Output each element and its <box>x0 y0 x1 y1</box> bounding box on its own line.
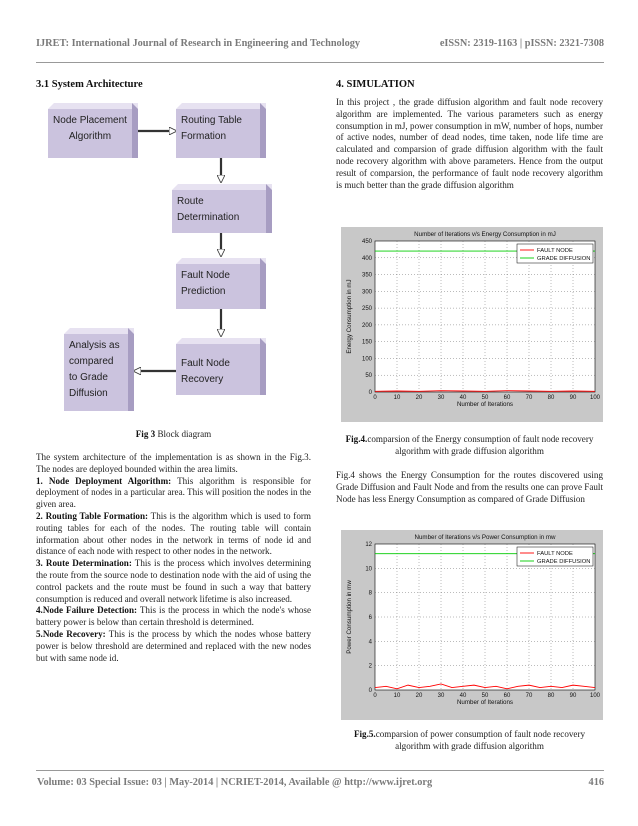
y-tick-label: 12 <box>365 542 372 548</box>
y-tick-label: 450 <box>361 239 372 245</box>
x-tick-label: 90 <box>569 693 577 699</box>
fig5-caption-text: comparsion of power consumption of fault node recovery algorithm with grade diffusion algorithm <box>375 729 586 751</box>
x-tick-label: 30 <box>437 395 445 401</box>
item-node-failure-detection <box>36 605 311 629</box>
section-title-simulation: 4. SIMULATION <box>336 79 415 90</box>
fig5-caption <box>336 729 603 753</box>
y-tick-label: 6 <box>368 615 372 621</box>
box-analysis-label: Analysis as compared to Grade Diffusion <box>64 334 128 411</box>
box-fault-recovery <box>176 338 266 395</box>
legend-label: FAULT NODE <box>537 248 573 254</box>
y-tick-label: 250 <box>361 306 372 313</box>
x-tick-label: 40 <box>459 693 467 699</box>
x-tick-label: 10 <box>393 395 401 401</box>
y-tick-label: 200 <box>361 322 372 329</box>
x-tick-label: 80 <box>547 395 555 401</box>
item-title: 5.Node Recovery: <box>36 628 106 639</box>
item-title: 3. Route Determination: <box>36 558 132 569</box>
y-tick-label: 350 <box>361 272 372 279</box>
y-tick-label: 10 <box>365 566 372 573</box>
x-tick-label: 20 <box>415 693 423 699</box>
y-tick-label: 400 <box>361 255 372 262</box>
chart-title: Number of Iterations v/s Power Consumption in mw <box>414 534 556 541</box>
simulation-paragraph: In this project , the grade diffusion algorithm and fault node recovery algorithm are implemented. The various parameters such as energy consumption in mJ, power consumption in mW, number of hops, number of active nodes, number of dead nodes, time taken, node life time are calculated and comparsion of grade diffusion algorithm with the fault node recovery algorithm with above parameters. Hence from the output result of comparsion, the performance of fault node recovery algorithm is much better than the grade diffusion algorithm <box>336 97 603 190</box>
fig5-caption-label: Fig.5. <box>353 729 376 739</box>
legend-label: FAULT NODE <box>537 551 573 557</box>
item-text: This algorithm is responsible for deployment of nodes in a particular area. This will position the nodes in the given area. <box>36 475 311 510</box>
y-tick-label: 100 <box>361 356 372 363</box>
x-tick-label: 90 <box>569 395 577 401</box>
y-tick-label: 8 <box>368 590 372 597</box>
item-title: 1. Node Deployment Algorithm: <box>36 475 172 486</box>
box-route-determination <box>172 184 272 233</box>
y-tick-label: 0 <box>368 390 372 396</box>
box-fault-prediction-label: Fault Node Prediction <box>176 264 260 309</box>
x-tick-label: 10 <box>393 693 401 699</box>
y-tick-label: 0 <box>368 688 372 694</box>
x-tick-label: 40 <box>459 395 467 401</box>
fig3-caption-text: Block diagram <box>155 429 212 439</box>
y-axis-label: Energy Consumption in mJ <box>346 279 353 354</box>
fig3-caption <box>36 429 311 441</box>
x-tick-label: 0 <box>373 395 377 401</box>
box-fault-prediction <box>176 258 266 309</box>
y-tick-label: 4 <box>368 639 372 646</box>
x-tick-label: 70 <box>525 395 533 401</box>
x-tick-label: 100 <box>589 395 601 401</box>
x-tick-label: 20 <box>415 395 423 401</box>
item-node-recovery <box>36 629 311 664</box>
chart-title: Number of Iterations v/s Energy Consumption in mJ <box>414 231 556 238</box>
item-route-determination <box>36 558 311 605</box>
journal-title: IJRET: International Journal of Research in Engineering and Technology <box>36 38 361 49</box>
x-tick-label: 100 <box>589 693 601 699</box>
box-routing-table-label: Routing Table Formation <box>176 109 260 158</box>
x-tick-label: 0 <box>373 693 377 699</box>
x-tick-label: 60 <box>503 395 511 401</box>
architecture-intro: The system architecture of the implementation is as shown in the Fig.3. The nodes are deployed bounded within the area limits. <box>36 452 311 474</box>
y-tick-label: 300 <box>361 289 372 296</box>
power-consumption-chart <box>341 530 603 720</box>
x-axis-label: Number of Iterations <box>456 699 514 706</box>
energy-consumption-chart <box>341 227 603 422</box>
legend-label: GRADE DIFFUSION <box>537 256 591 262</box>
item-text: This is the algorithm which is used to form routing tables for each of the nodes. The routing table will contain information about other nodes in the network in terms of node id and distance of each node with respect to other nodes in the network. <box>36 510 311 557</box>
x-tick-label: 70 <box>525 693 533 699</box>
box-route-determination-label: Route Determination <box>172 190 266 233</box>
legend-label: GRADE DIFFUSION <box>537 559 591 565</box>
x-tick-label: 30 <box>437 693 445 699</box>
box-analysis <box>64 328 134 411</box>
x-tick-label: 50 <box>481 395 489 401</box>
item-title: 2. Routing Table Formation: <box>36 510 149 521</box>
section-title-system-architecture: 3.1 System Architecture <box>36 79 143 90</box>
y-tick-label: 2 <box>368 663 372 670</box>
left-body-text <box>36 452 311 664</box>
item-text: This is the process which involves determining the route from the source node to destination node with the aid of using the control packets and the route must be found in such a way that battery consumption is reduced and overall network lifetime is also increased. <box>36 558 311 604</box>
box-routing-table <box>176 103 266 158</box>
fig4-caption <box>336 434 603 458</box>
box-fault-recovery-label: Fault Node Recovery <box>176 344 260 395</box>
footer-volume: Volume: 03 Special Issue: 03 | May-2014 | NCRIET-2014, Available @ http://www.ijret.org <box>37 777 433 788</box>
y-axis-label: Power Consumption in mw <box>346 580 353 654</box>
item-routing-table <box>36 511 311 558</box>
box-node-placement-label: Node Placement Algorithm <box>48 109 132 158</box>
fig4-caption-label: Fig.4. <box>345 434 368 444</box>
x-tick-label: 60 <box>503 693 511 699</box>
y-tick-label: 150 <box>361 339 372 346</box>
item-text: This is the process in which the node's whose battery power is below than certain threshold is determined. <box>36 605 311 628</box>
x-tick-label: 50 <box>481 693 489 699</box>
item-node-deployment <box>36 476 311 511</box>
fig3-caption-label: Fig 3 <box>135 429 156 439</box>
x-tick-label: 80 <box>547 693 555 699</box>
issn-text: eISSN: 2319-1163 | pISSN: 2321-7308 <box>439 38 604 49</box>
box-node-placement <box>48 103 138 158</box>
fig4-caption-text: comparsion of the Energy consumption of fault node recovery algorithm with grade diffusion algorithm <box>367 434 594 456</box>
footer-rule <box>36 770 604 771</box>
item-text: This is the process by which the nodes whose battery power is below threshold are determined and replaced with the new nodes but with same node id. <box>36 628 311 663</box>
x-axis-label: Number of Iterations <box>456 401 514 408</box>
page-number: 416 <box>588 777 604 788</box>
y-tick-label: 50 <box>365 373 372 380</box>
item-title: 4.Node Failure Detection: <box>36 605 138 616</box>
fig4-discussion: Fig.4 shows the Energy Consumption for the routes discovered using Grade Diffusion and Fault Node and from the results one can prove Fault Node has less Energy Consumption as compared of Grade Diffusion <box>336 470 603 504</box>
